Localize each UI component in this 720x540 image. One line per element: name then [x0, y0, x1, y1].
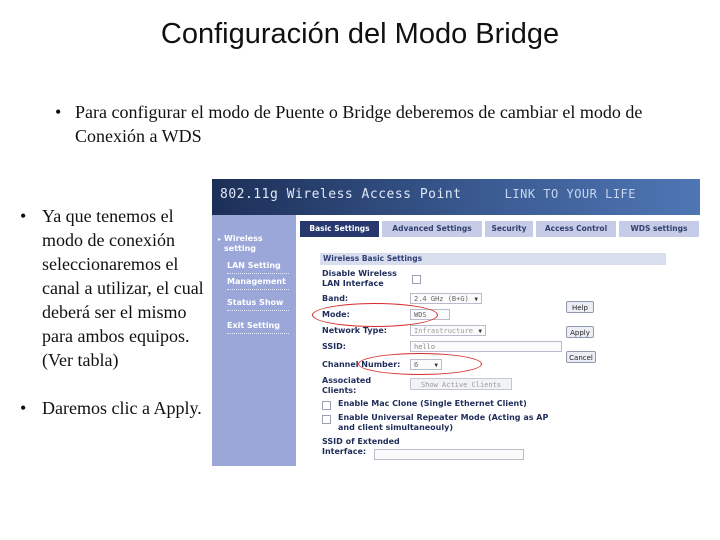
- channel-label: Channel Number:: [322, 360, 401, 369]
- repeater-label: Enable Universal Repeater Mode (Acting as AP and client simultaneouly): [338, 413, 549, 432]
- tab-security[interactable]: Security: [485, 221, 533, 237]
- ssid-extended-input[interactable]: [374, 449, 524, 460]
- disable-wireless-checkbox[interactable]: [412, 275, 421, 284]
- ssid-input[interactable]: [410, 341, 562, 352]
- network-type-value: Infrastructure: [414, 327, 474, 335]
- band-label: Band:: [322, 294, 349, 303]
- router-banner: [212, 179, 700, 215]
- bullet-change-mode: [55, 100, 675, 148]
- disable-wireless-label: Disable Wireless LAN Interface: [322, 269, 397, 288]
- ssid-label: SSID:: [322, 342, 346, 351]
- cancel-button[interactable]: Cancel: [566, 351, 596, 363]
- tab-access-control[interactable]: Access Control: [536, 221, 616, 237]
- section-title: Wireless Basic Settings: [320, 253, 666, 265]
- bullet-dot: •: [20, 398, 27, 418]
- nav-lan-setting[interactable]: LAN Setting: [227, 261, 289, 274]
- channel-highlight-ellipse: [358, 353, 482, 375]
- network-type-select[interactable]: [410, 325, 486, 336]
- arrow-right-icon: ▸: [218, 236, 222, 243]
- band-select[interactable]: [410, 293, 482, 304]
- nav-wireless-setting[interactable]: Wireless setting: [224, 234, 263, 253]
- router-sidebar: [212, 215, 296, 466]
- bullet-click-apply: [20, 396, 210, 420]
- mac-clone-checkbox[interactable]: [322, 401, 331, 410]
- mode-highlight-ellipse: [312, 303, 438, 327]
- associated-clients-label: Associated Clients:: [322, 376, 372, 395]
- bullet-text: Daremos clic a Apply.: [42, 398, 202, 418]
- network-type-label: Network Type:: [322, 326, 387, 335]
- tab-advanced-settings[interactable]: Advanced Settings: [382, 221, 482, 237]
- bullet-text: Ya que tenemos el modo de conexión seleccionaremos el canal a utilizar, el cual deberá ser el mismo para ambos equipos. (Ver tabla): [42, 206, 204, 370]
- slide-title: Configuración del Modo Bridge: [160, 18, 560, 50]
- ssid-extended-label: SSID of Extended Interface:: [322, 437, 400, 456]
- show-active-clients-button[interactable]: Show Active Clients: [410, 378, 512, 390]
- mode-value: WDS: [414, 311, 427, 319]
- bullet-select-channel: [20, 204, 210, 372]
- nav-exit-setting[interactable]: Exit Setting: [227, 321, 289, 334]
- channel-value: 6: [414, 361, 419, 369]
- chevron-down-icon: ▼: [474, 296, 478, 303]
- router-screenshot: [212, 179, 700, 466]
- banner-slogan: LINK TO YOUR LIFE: [504, 187, 636, 201]
- tab-wds-settings[interactable]: WDS settings: [619, 221, 699, 237]
- banner-title: 802.11g Wireless Access Point: [220, 187, 462, 202]
- chevron-down-icon: ▼: [434, 362, 438, 369]
- router-tabbar: [296, 215, 700, 237]
- mac-clone-label: Enable Mac Clone (Single Ethernet Client): [338, 399, 527, 408]
- help-button[interactable]: Help: [566, 301, 594, 313]
- bullet-text: Para configurar el modo de Puente o Bridge deberemos de cambiar el modo de Conexión a WDS: [75, 102, 643, 146]
- bullet-dot: •: [20, 206, 27, 226]
- nav-management[interactable]: Management: [227, 277, 289, 290]
- apply-button[interactable]: Apply: [566, 326, 594, 338]
- ssid-value: hello: [414, 343, 436, 351]
- tab-basic-settings[interactable]: Basic Settings: [300, 221, 379, 237]
- router-content: [296, 237, 700, 466]
- chevron-down-icon: ▼: [478, 328, 482, 335]
- nav-status-show[interactable]: Status Show: [227, 298, 289, 311]
- mode-label: Mode:: [322, 310, 350, 319]
- band-value: 2.4 GHz (B+G): [414, 295, 469, 303]
- repeater-checkbox[interactable]: [322, 415, 331, 424]
- bullet-dot: •: [55, 102, 62, 122]
